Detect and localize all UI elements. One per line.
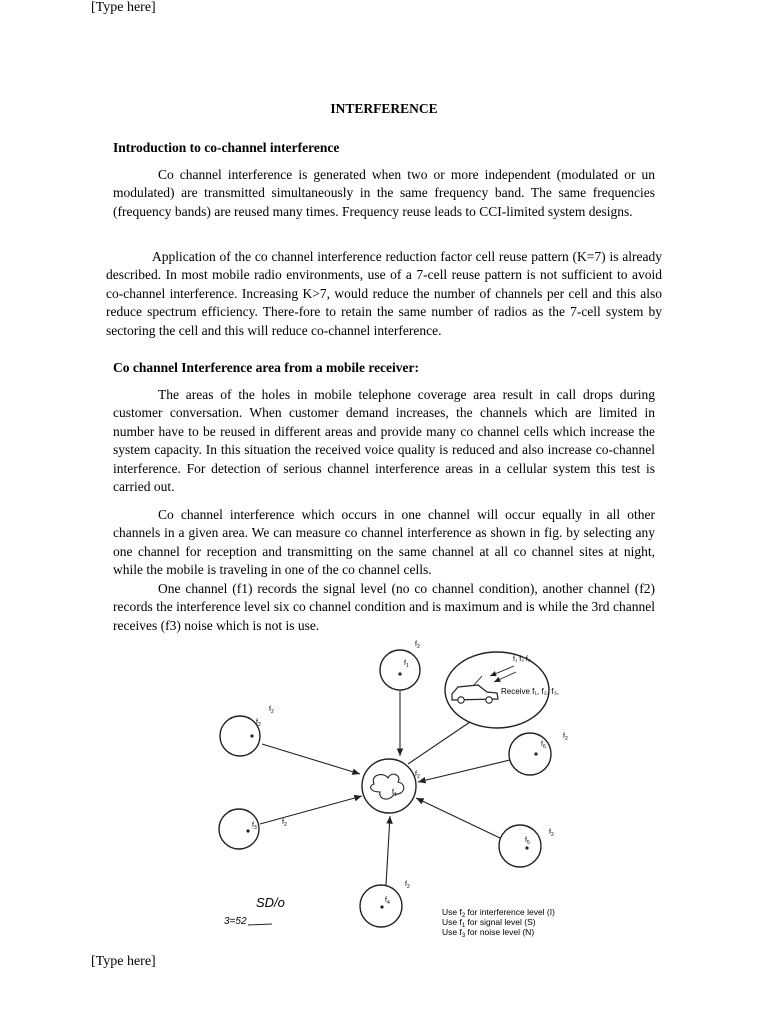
receive-label: Receive f₁, f₂, f₃,	[501, 687, 559, 696]
paragraph-coverage-holes: The areas of the holes in mobile telephone coverage area result in call drops during customer conversation. When customer demand increases, the channels which are limited in number have to be reused in different areas and provide many co channel cells which increase the system capacity. In this situation the received voice quality is reduced and also increase co-channel interference. For detection of serious channel interference areas in a cellular system this test is carried out.	[113, 387, 655, 495]
svg-text:f2: $f_2$	[405, 881, 410, 890]
svg-text:f4: $f_4$	[385, 897, 390, 906]
svg-text:f5: $f_5$	[525, 837, 530, 846]
legend-interference: Use $f_2$ for interference level (I)	[442, 907, 555, 919]
svg-text:f3: $f_3$	[252, 822, 257, 831]
mobile-freq-label: f₁ f₂ f₃	[513, 656, 531, 663]
cochannel-cell-lower-left	[219, 809, 287, 849]
paragraph-measurement: Co channel interference which occurs in one channel will occur equally in all other channels in a given area. We can measure co channel interference as shown in fig. by selecting any one channel for reception and transmitting on the same channel at all co channel sites at night, while the mobile is traveling in one of the co channel cells.	[113, 507, 655, 578]
cochannel-cell-right	[509, 733, 568, 775]
cochannel-cell-lower-right	[499, 825, 554, 867]
section-heading-intro: Introduction to co-channel interference	[113, 140, 340, 155]
paragraph-intro: Co channel interference is generated when two or more independent (modulated or un modulated) are transmitted simultaneously in the same frequency band. The same frequencies (frequency bands) are reused many times. Frequency reuse leads to CCI-limited system designs.	[113, 167, 655, 219]
center-cell	[362, 759, 420, 813]
cochannel-measurement-figure	[152, 636, 682, 948]
svg-text:f1: $f_1$	[404, 660, 409, 669]
handwritten-note-1: SD/o	[256, 895, 285, 910]
legend-noise: Use $f_3$ for noise level (N)	[442, 927, 535, 939]
handwritten-note-2: 3=52	[224, 916, 247, 927]
svg-text:f2: $f_2$	[549, 829, 554, 838]
page-footer: [Type here]	[91, 954, 156, 969]
center-cell-tx-label: $f_2$	[415, 771, 420, 780]
car-icon	[452, 676, 498, 703]
svg-text:f2: $f_2$	[269, 706, 274, 715]
svg-text:f2: $f_2$	[563, 733, 568, 742]
page-header: [Type here]	[91, 0, 156, 15]
svg-text:f2: $f_2$	[415, 641, 420, 650]
svg-text:f2: $f_2$	[256, 719, 261, 728]
cochannel-cell-upper-left	[220, 706, 274, 756]
legend-signal: Use $f_1$ for signal level (S)	[442, 917, 536, 929]
figure-legend	[442, 907, 555, 939]
cochannel-cell-bottom	[360, 881, 410, 927]
section-heading-mobile-receiver: Co channel Interference area from a mobile receiver:	[113, 360, 420, 375]
document-title: INTERFERENCE	[330, 101, 438, 116]
cochannel-cell-top	[380, 641, 420, 690]
mobile-receiver-area	[445, 652, 559, 728]
svg-text:f2: $f_2$	[282, 819, 287, 828]
paragraph-channel-roles: One channel (f1) records the signal level (no co channel condition), another channel (f2) records the interference level six co channel condition and is maximum and is while the 3rd channel receives (f3) noise which is not is use.	[113, 581, 655, 633]
center-cell-label: $f_1$	[392, 789, 397, 798]
svg-text:f6: $f_6$	[541, 741, 546, 750]
paragraph-reuse-pattern: Application of the co channel interference reduction factor cell reuse pattern (K=7) is already described. In most mobile radio environments, use of a 7-cell reuse pattern is not sufficient to avoid co-channel interference. Increasing K>7, would reduce the number of channels per cell and this also reduce spectrum efficiency. There-fore to retain the same number of radios as the 7-cell system by sectoring the cell and this will reduce co-channel interference.	[106, 249, 662, 338]
